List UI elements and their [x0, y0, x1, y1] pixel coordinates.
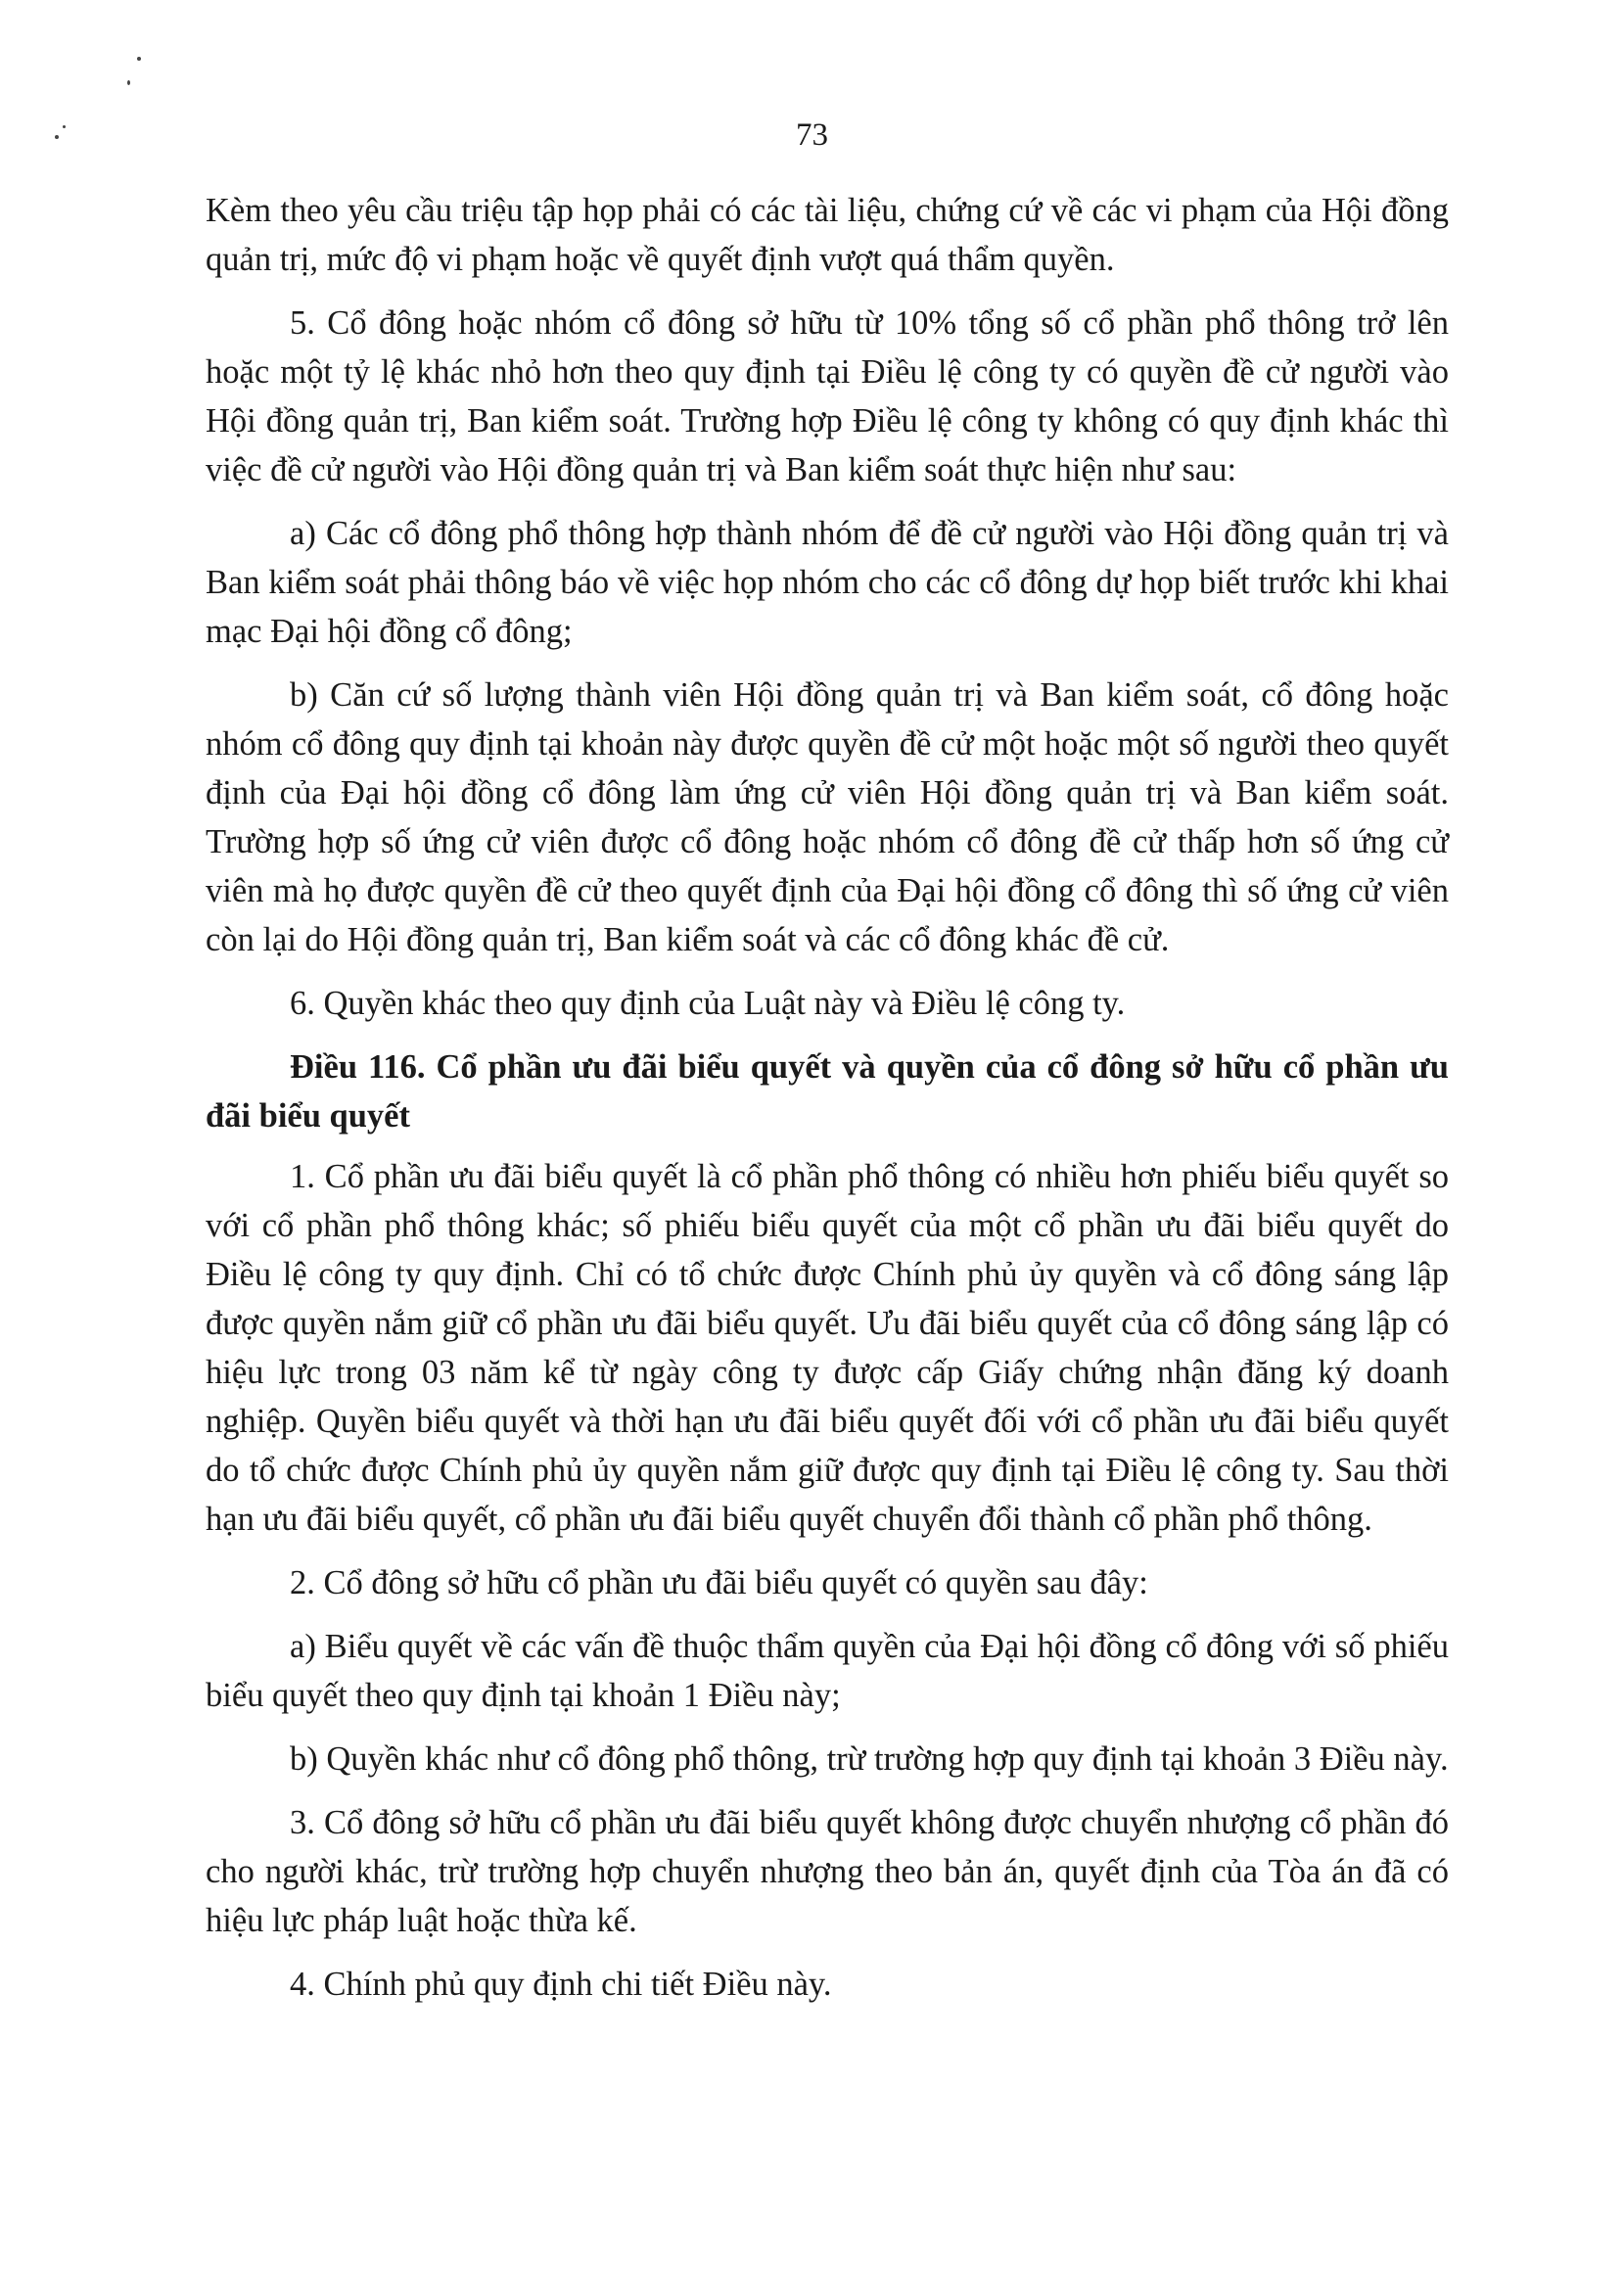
paragraph: 6. Quyền khác theo quy định của Luật này và Điều lệ công ty.	[290, 985, 1126, 1022]
paragraph: 3. Cổ đông sở hữu cổ phần ưu đãi biểu quyết không được chuyển nhượng cổ phần đó cho người khác, trừ trường hợp chuyển nhượng theo bản án, quyết định của Tòa án đã có hiệu lực pháp luật hoặc thừa kế.	[206, 1804, 1449, 1939]
paragraph: 5. Cổ đông hoặc nhóm cổ đông sở hữu từ 10% tổng số cổ phần phổ thông trở lên hoặc một tỷ lệ khác nhỏ hơn theo quy định tại Điều lệ công ty có quyền đề cử người vào Hội đồng quản trị, Ban kiểm soát. Trường hợp Điều lệ công ty không có quy định khác thì việc đề cử người vào Hội đồng quản trị và Ban kiểm soát thực hiện như sau:	[206, 304, 1449, 488]
page-number: 73	[796, 117, 828, 153]
paragraph: 2. Cổ đông sở hữu cổ phần ưu đãi biểu quyết có quyền sau đây:	[290, 1564, 1148, 1601]
paragraph: b) Căn cứ số lượng thành viên Hội đồng quản trị và Ban kiểm soát, cổ đông hoặc nhóm cổ đông quy định tại khoản này được quyền đề cử một hoặc một số người theo quyết định của Đại hội đồng cổ đông làm ứng cử viên Hội đồng quản trị và Ban kiểm soát. Trường hợp số ứng cử viên được cổ đông hoặc nhóm cổ đông đề cử thấp hơn số ứng cử viên mà họ được quyền đề cử theo quyết định của Đại hội đồng cổ đông thì số ứng cử viên còn lại do Hội đồng quản trị, Ban kiểm soát và các cổ đông khác đề cử.	[206, 676, 1449, 958]
document-body	[206, 186, 1449, 2023]
paragraph: 4. Chính phủ quy định chi tiết Điều này.	[290, 1966, 832, 2003]
scan-speck	[137, 57, 141, 61]
paragraph: a) Các cổ đông phổ thông hợp thành nhóm để đề cử người vào Hội đồng quản trị và Ban kiểm soát phải thông báo về việc họp nhóm cho các cổ đông dự họp biết trước khi khai mạc Đại hội đồng cổ đông;	[206, 515, 1449, 650]
paragraph: 1. Cổ phần ưu đãi biểu quyết là cổ phần phổ thông có nhiều hơn phiếu biểu quyết so với cổ phần phổ thông khác; số phiếu biểu quyết của một cổ phần ưu đãi biểu quyết do Điều lệ công ty quy định. Chỉ có tổ chức được Chính phủ ủy quyền và cổ đông sáng lập được quyền nắm giữ cổ phần ưu đãi biểu quyết. Ưu đãi biểu quyết của cổ đông sáng lập có hiệu lực trong 03 năm kể từ ngày công ty được cấp Giấy chứng nhận đăng ký doanh nghiệp. Quyền biểu quyết và thời hạn ưu đãi biểu quyết đối với cổ phần ưu đãi biểu quyết do tổ chức được Chính phủ ủy quyền nắm giữ được quy định tại Điều lệ công ty. Sau thời hạn ưu đãi biểu quyết, cổ phần ưu đãi biểu quyết chuyển đổi thành cổ phần phổ thông.	[206, 1158, 1449, 1538]
paragraph: Kèm theo yêu cầu triệu tập họp phải có các tài liệu, chứng cứ về các vi phạm của Hội đồng quản trị, mức độ vi phạm hoặc về quyết định vượt quá thẩm quyền.	[206, 192, 1449, 278]
paragraph: b) Quyền khác như cổ đông phổ thông, trừ trường hợp quy định tại khoản 3 Điều này.	[290, 1740, 1449, 1778]
scan-speck	[127, 80, 130, 85]
paragraph: a) Biểu quyết về các vấn đề thuộc thẩm quyền của Đại hội đồng cổ đông với số phiếu biểu quyết theo quy định tại khoản 1 Điều này;	[206, 1628, 1449, 1714]
article-heading: Điều 116. Cổ phần ưu đãi biểu quyết và quyền của cổ đông sở hữu cổ phần ưu đãi biểu quyết	[206, 1048, 1449, 1135]
